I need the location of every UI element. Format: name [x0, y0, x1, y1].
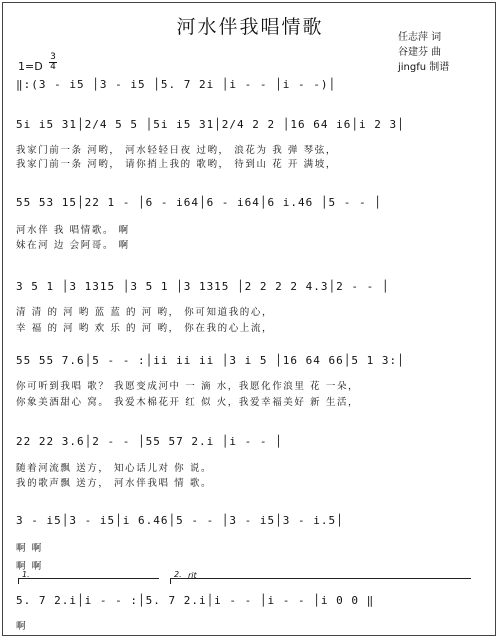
system-1-music: ‖:(3 - i5 │3 - i5 │5. 7 2i │i - - │i - -)│ — [16, 78, 337, 91]
system-7-music: 3 - i5│3 - i5│i 6.46│5 - - │3 - i5│3 - i.5│ — [16, 514, 344, 527]
system-5-lyric-1: 你可听到我唱 歌？ 我愿变成河中 一 滴 水，我愿化作浪里 花 一朵， — [16, 381, 360, 392]
system-7-lyric-1: 啊 啊 — [16, 543, 43, 554]
system-6-lyric-1: 随着河流飘 送方， 知心话儿对 你 说。 — [16, 463, 213, 474]
system-4-lyric-2: 幸 福 的 河 哟 欢 乐 的 河 哟， 你在我的心上流， — [16, 323, 274, 334]
system-8-lyric-1: 啊 — [16, 621, 28, 632]
volta-1-label: 1. — [22, 570, 30, 579]
system-3-lyric-1: 河水伴 我 唱情歌。 啊 — [16, 225, 130, 236]
system-6-lyric-2: 我的歌声飘 送方， 河水伴我唱 情 歌。 — [16, 478, 213, 489]
time-signature — [49, 53, 57, 72]
system-5-music: 55 55 7.6│5 - - :│ii ii ii │3 i 5 │16 64 66│5 1 3:│ — [16, 354, 405, 367]
system-6-music: 22 22 3.6│2 - - │55 57 2.i │i - - │ — [16, 435, 283, 448]
time-signature-bottom: 4 — [50, 62, 56, 72]
song-title: 河水伴我唱情歌 — [176, 16, 324, 38]
system-2-lyric-1: 我家门前一条 河哟， 河水轻轻日夜 过哟， 浪花为 我 弹 琴弦， — [16, 145, 337, 156]
volta-2-bracket — [170, 578, 471, 584]
composer-credit: 谷建芬 曲 — [398, 47, 442, 58]
system-2-lyric-2: 我家门前一条 河哟， 请你捎上我的 歌哟， 待到山 花 开 满坡， — [16, 159, 337, 170]
system-5-lyric-2: 你象美酒甜心 窝。 我爱木棉花开 红 似 火，我爱幸福美好 新 生活， — [16, 397, 360, 408]
key-signature: 1=D — [18, 60, 43, 73]
arranger-credit: jingfu 制谱 — [398, 62, 450, 73]
lyricist-credit: 任志萍 词 — [398, 32, 442, 43]
system-3-music: 55 53 15│22 1 - │6 - i64│6 - i64│6 i.46 │5 - - │ — [16, 196, 382, 209]
volta-2-label: 2. — [174, 570, 182, 579]
ritardando-mark: rit — [188, 571, 197, 580]
system-2-music: 5i i5 31│2/4 5 5 │5i i5 31│2/4 2 2 │16 64 i6│i 2 3│ — [16, 118, 405, 131]
system-4-lyric-1: 清 清 的 河 哟 蓝 蓝 的 河 哟， 你可知道我的心， — [16, 307, 274, 318]
volta-1-bracket — [18, 578, 159, 584]
time-signature-top: 3 — [50, 52, 56, 62]
system-7-lyric-2: 啊 啊 — [16, 561, 43, 572]
system-4-music: 3 5 1 │3 1315 │3 5 1 │3 1315 │2 2 2 2 4.3│2 - - │ — [16, 280, 390, 293]
page-frame — [2, 2, 496, 636]
system-3-lyric-2: 妹在河 边 会阿哥。 啊 — [16, 240, 130, 251]
system-8-music: 5. 7 2.i│i - - :│5. 7 2.i│i - - │i - - │i 0 0 ‖ — [16, 594, 375, 607]
